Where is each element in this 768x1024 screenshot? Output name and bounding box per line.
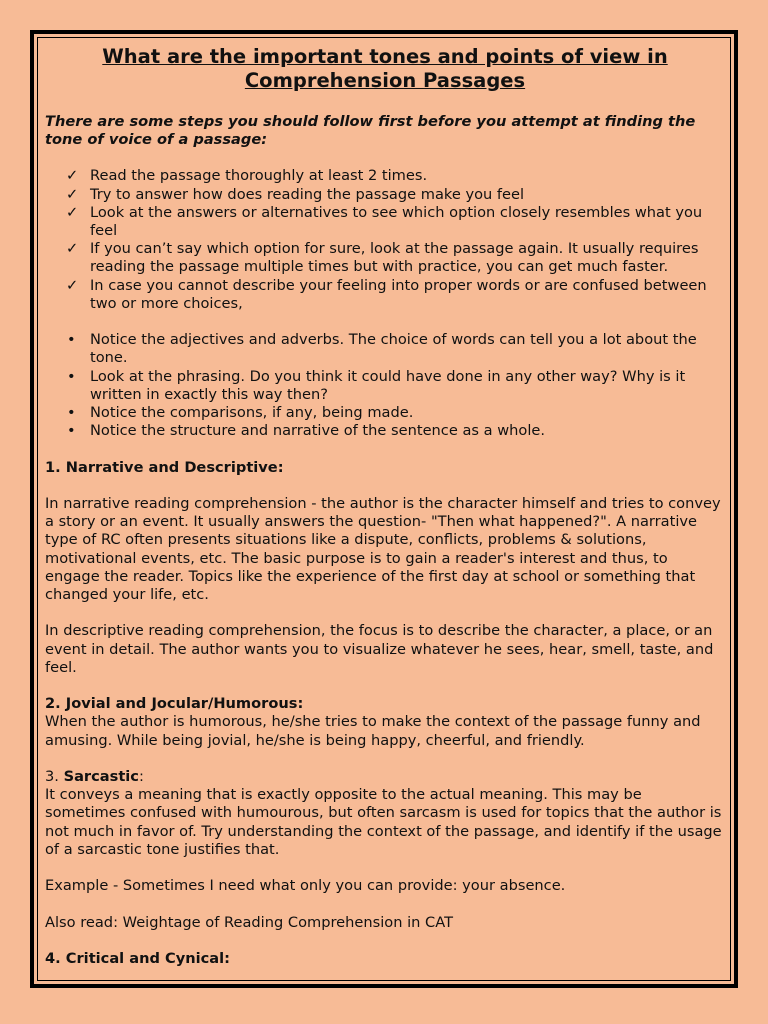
list-item [45, 167, 725, 185]
list-item [45, 277, 725, 313]
document-content [45, 45, 725, 968]
section-heading-text: Sarcastic [63, 768, 139, 786]
spacer [45, 750, 725, 768]
spacer [45, 932, 725, 950]
spacer [45, 440, 725, 458]
list-item [45, 404, 725, 422]
bullet-icon: • [67, 422, 76, 440]
spacer [45, 477, 725, 495]
list-item-text: Notice the structure and narrative of the sentence as a whole. [90, 422, 545, 440]
checkmark-icon: ✓ [66, 185, 79, 203]
checklist [45, 167, 725, 313]
section-heading-narrative: 1. Narrative and Descriptive: [45, 458, 284, 476]
spacer [45, 895, 725, 913]
checkmark-icon: ✓ [66, 203, 79, 221]
section-colon: : [138, 768, 144, 786]
section-heading-jovial: 2. Jovial and Jocular/Humorous: [45, 695, 304, 713]
list-item-text: In case you cannot describe your feeling into proper words or are confused between two or more choices, [90, 276, 707, 312]
example-text: Example - Sometimes I need what only you can provide: your absence. [45, 877, 566, 895]
list-item [45, 422, 725, 440]
list-item [45, 331, 725, 367]
list-item-text: If you can’t say which option for sure, look at the passage again. It usually requires reading the passage multiple times but with practice, you can get much faster. [90, 240, 699, 276]
list-item [45, 186, 725, 204]
section-heading-critical: 4. Critical and Cynical: [45, 950, 230, 967]
list-item-text: Try to answer how does reading the passage make you feel [90, 185, 525, 203]
bullet-icon: • [67, 331, 76, 349]
bullet-icon: • [67, 404, 76, 422]
spacer [45, 859, 725, 877]
spacer [45, 604, 725, 622]
list-item [45, 368, 725, 404]
checkmark-icon: ✓ [66, 240, 79, 258]
list-item-text: Look at the phrasing. Do you think it could have done in any other way? Why is it written in exactly this way then? [90, 367, 686, 403]
checkmark-icon: ✓ [66, 276, 79, 294]
page-title: What are the important tones and points of view in Comprehension Passages [102, 45, 668, 92]
bullet-list [45, 331, 725, 440]
section-number: 3. [45, 768, 64, 786]
checkmark-icon: ✓ [66, 167, 79, 185]
also-read-text: Also read: Weightage of Reading Comprehension in CAT [45, 913, 453, 931]
intro-text: There are some steps you should follow first before you attempt at finding the tone of voice of a passage: [45, 113, 696, 149]
spacer [45, 677, 725, 695]
bullet-icon: • [67, 367, 76, 385]
list-item [45, 240, 725, 276]
narrative-paragraph: In narrative reading comprehension - the author is the character himself and tries to convey a story or an event. It usually answers the question- "Then what happened?". A narrative type of RC often presents situations like a dispute, conflicts, problems & solutions, motivational events, etc. The basic purpose is to gain a reader's interest and thus, to engage the reader. Topics like the experience of the first day at school or something that changed your life, etc. [45, 495, 721, 604]
list-item-text: Read the passage thoroughly at least 2 times. [90, 167, 428, 185]
sarcastic-paragraph: It conveys a meaning that is exactly opposite to the actual meaning. This may be sometimes confused with humourous, but often sarcasm is used for topics that the author is not much in favor of. Try understanding the context of the passage, and identify if the usage of a sarcastic tone justifies that. [45, 786, 722, 858]
list-item-text: Notice the comparisons, if any, being made. [90, 404, 414, 422]
list-item [45, 204, 725, 240]
jovial-paragraph: When the author is humorous, he/she tries to make the context of the passage funny and amusing. While being jovial, he/she is being happy, cheerful, and friendly. [45, 713, 701, 749]
descriptive-paragraph: In descriptive reading comprehension, the focus is to describe the character, a place, or an event in detail. The author wants you to visualize whatever he sees, hear, smell, taste, and feel. [45, 622, 714, 676]
list-item-text: Look at the answers or alternatives to see which option closely resembles what you feel [90, 203, 703, 240]
section-heading-sarcastic [45, 768, 725, 786]
list-item-text: Notice the adjectives and adverbs. The choice of words can tell you a lot about the tone. [90, 331, 697, 367]
